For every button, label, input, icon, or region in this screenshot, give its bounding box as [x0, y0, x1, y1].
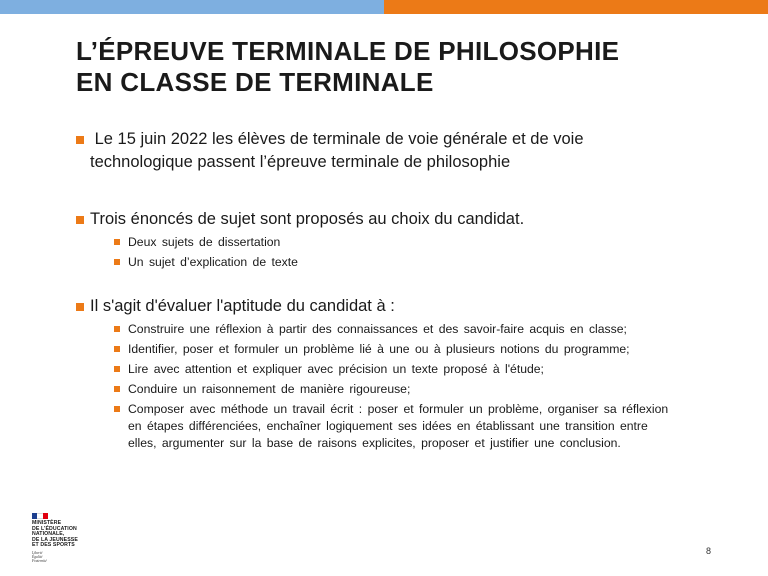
sub-bullet-text-line-3: elles, argumenter sur la base de raisons explicites, proposer et justifier une conclusion. [128, 436, 621, 450]
bullet-2-line-1: Trois énoncés de sujet sont proposés au choix du candidat. [90, 210, 525, 228]
top-bar-orange-segment [384, 0, 768, 14]
sub-bullet-square-icon [114, 366, 120, 372]
sub-bullet-text: Conduire un raisonnement de manière rigoureuse; [128, 382, 411, 396]
sub-bullet-square-icon [114, 239, 120, 245]
ministry-motto: Liberté Égalité Fraternité [32, 550, 47, 564]
bullet-1-line-1: Le 15 juin 2022 les élèves de terminale de voie générale et de voie [90, 130, 584, 148]
sub-bullet-text-line-1: Composer avec méthode un travail écrit : poser et formuler un problème, organiser sa réflexion [128, 402, 669, 416]
french-flag-icon [32, 513, 48, 519]
bullet-square-icon [76, 136, 84, 144]
top-bar-blue-segment [0, 0, 384, 14]
title-line-2: EN CLASSE DE TERMINALE [76, 67, 434, 97]
sub-bullet-text-line-2: en étapes différenciées, enchaîner logiquement ses idées en établissant une transition entre [128, 419, 648, 433]
slide-title [76, 36, 736, 98]
sub-bullet-square-icon [114, 259, 120, 265]
sub-bullet-square-icon [114, 406, 120, 412]
sub-bullet-text: Identifier, poser et formuler un problème lié à une ou à plusieurs notions du programme; [128, 342, 630, 356]
bullet-1-line-2: technologique passent l’épreuve terminale de philosophie [90, 153, 511, 171]
sub-bullet-square-icon [114, 326, 120, 332]
top-color-bar [0, 0, 768, 14]
sub-bullet-text: Deux sujets de dissertation [128, 235, 281, 249]
ministry-name: MINISTÈRE DE L’ÉDUCATION NATIONALE, DE LA JEUNESSE ET DES SPORTS [32, 520, 78, 549]
title-line-1: L’ÉPREUVE TERMINALE DE PHILOSOPHIE [76, 36, 620, 66]
sub-bullet-square-icon [114, 386, 120, 392]
sub-bullet-text: Construire une réflexion à partir des connaissances et des savoir-faire acquis en classe; [128, 322, 627, 336]
bullet-square-icon [76, 216, 84, 224]
sub-bullet-square-icon [114, 346, 120, 352]
ministry-logo [32, 513, 92, 564]
sub-bullet-text: Lire avec attention et expliquer avec précision un texte proposé à l'étude; [128, 362, 544, 376]
sub-bullet-text: Un sujet d’explication de texte [128, 255, 298, 269]
bullet-square-icon [76, 303, 84, 311]
page-number: 8 [706, 546, 712, 556]
bullet-3-line-1: Il s'agit d'évaluer l'aptitude du candidat à : [90, 297, 395, 315]
